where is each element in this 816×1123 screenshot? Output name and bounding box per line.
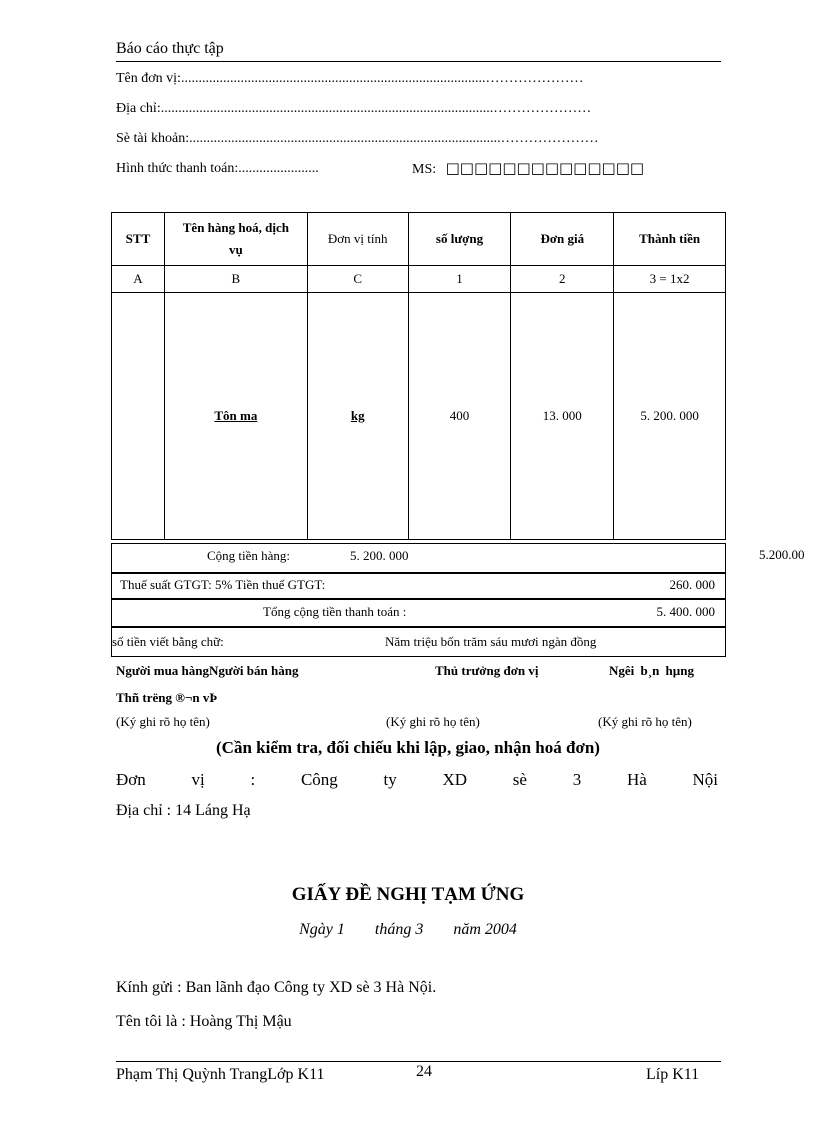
unit-word: Nội (692, 770, 718, 789)
amount-in-words-row (111, 627, 726, 657)
address-line: Địa chỉ : 14 Láng Hạ (116, 802, 251, 819)
unit-line (116, 770, 718, 790)
info-line-payment: Hình thức thanh toán:....................... (116, 161, 319, 176)
subtotal-side-value: 5.200.00 (759, 547, 805, 562)
unit-word: 3 (572, 770, 582, 789)
doc-title: GIẤY ĐỀ NGHỊ TẠM ỨNG (291, 884, 525, 905)
index-cell: 3 = 1x2 (614, 266, 726, 293)
date-day: Ngày 1 (299, 921, 345, 938)
date-year: năm 2004 (453, 921, 517, 938)
unit-word: Hà (626, 770, 647, 789)
index-cell: C (307, 266, 408, 293)
header-rule (116, 61, 721, 62)
grand-total-label: Tổng cộng tiền thanh toán : (263, 604, 407, 619)
head-of-unit-label: Thủ trưởng đơn vị (435, 663, 539, 678)
grand-total-row (111, 599, 726, 627)
index-cell: 2 (511, 266, 614, 293)
col-header-price: Đơn giá (511, 213, 614, 266)
seller-garbled-label: Ngêi b¸n hµng (609, 663, 695, 678)
sign-note-1: (Ký ghi rõ họ tên) (116, 714, 210, 729)
item-price: 13. 000 (511, 293, 614, 540)
col-header-amount: Thành tiền (614, 213, 726, 266)
vat-label: Thuế suất GTGT: 5% Tiền thuế GTGT: (120, 577, 326, 592)
unit-word: vị (191, 770, 205, 789)
footer-author: Phạm Thị Quỳnh TrangLớp K11 (116, 1066, 325, 1083)
sign-note-2: (Ký ghi rõ họ tên) (386, 714, 480, 729)
item-stt (112, 293, 165, 540)
ms-label: MS: (412, 162, 437, 177)
info-line-address: Địa chỉ:...............................................................................................………………… (116, 101, 592, 116)
col-header-qty: số lượng (408, 213, 511, 266)
vat-value: 260. 000 (669, 577, 715, 592)
col-header-unit: Đơn vị tính (307, 213, 408, 266)
table-index-row (112, 266, 726, 293)
ms-field (412, 159, 644, 178)
grand-total-value: 5. 400. 000 (656, 604, 715, 619)
doc-date (0, 921, 816, 939)
amount-in-words-label: số tiền viết bằng chữ: (112, 634, 224, 649)
footer-class: Líp K11 (646, 1066, 700, 1083)
buyer-seller-label: Người mua hàngNgười bán hàng (116, 663, 299, 678)
unit-word: ty (383, 770, 397, 789)
unit-word: : (250, 770, 256, 789)
item-amount: 5. 200. 000 (614, 293, 726, 540)
sign-note-3: (Ký ghi rõ họ tên) (598, 714, 692, 729)
info-line-account: Sè tài khoản:.........................................................................................………………… (116, 131, 599, 146)
col-header-item: Tên hàng hoá, dịch vụ (164, 213, 307, 266)
page-number: 24 (416, 1063, 432, 1080)
report-header: Báo cáo thực tập (116, 40, 224, 57)
footer-rule (116, 1061, 721, 1062)
index-cell: 1 (408, 266, 511, 293)
col-header-stt: STT (112, 213, 165, 266)
unit-word: Đơn (116, 770, 146, 789)
check-note: (Cần kiểm tra, đối chiếu khi lập, giao, nhận hoá đơn) (216, 738, 600, 757)
ms-boxes: □□□□□□□□□□□□□□ (445, 159, 645, 177)
head-garbled-label: Thñ trëng ®¬n vÞ (116, 690, 218, 705)
item-name: Tôn ma (164, 293, 307, 540)
amount-in-words-value: Năm triệu bốn trăm sáu mươi ngàn đồng (385, 634, 597, 649)
unit-word: Công (300, 770, 338, 789)
date-month: tháng 3 (374, 921, 424, 938)
applicant-line: Tên tôi là : Hoàng Thị Mậu (116, 1013, 292, 1030)
item-unit: kg (307, 293, 408, 540)
item-qty: 400 (408, 293, 511, 540)
subtotal-value: 5. 200. 000 (350, 548, 409, 563)
addressee-line: Kính gửi : Ban lãnh đạo Công ty XD sè 3 Hà Nội. (116, 979, 437, 996)
subtotal-row (111, 543, 726, 573)
table-header-row (112, 213, 726, 266)
vat-row (111, 573, 726, 599)
index-cell: B (164, 266, 307, 293)
invoice-table (111, 212, 726, 540)
unit-word: sè (512, 770, 527, 789)
index-cell: A (112, 266, 165, 293)
unit-word: XD (442, 770, 468, 789)
table-row (112, 293, 726, 540)
subtotal-label: Cộng tiền hàng: (207, 548, 291, 563)
info-line-unit: Tên đơn vị:.......................................................................................………………… (116, 71, 584, 86)
